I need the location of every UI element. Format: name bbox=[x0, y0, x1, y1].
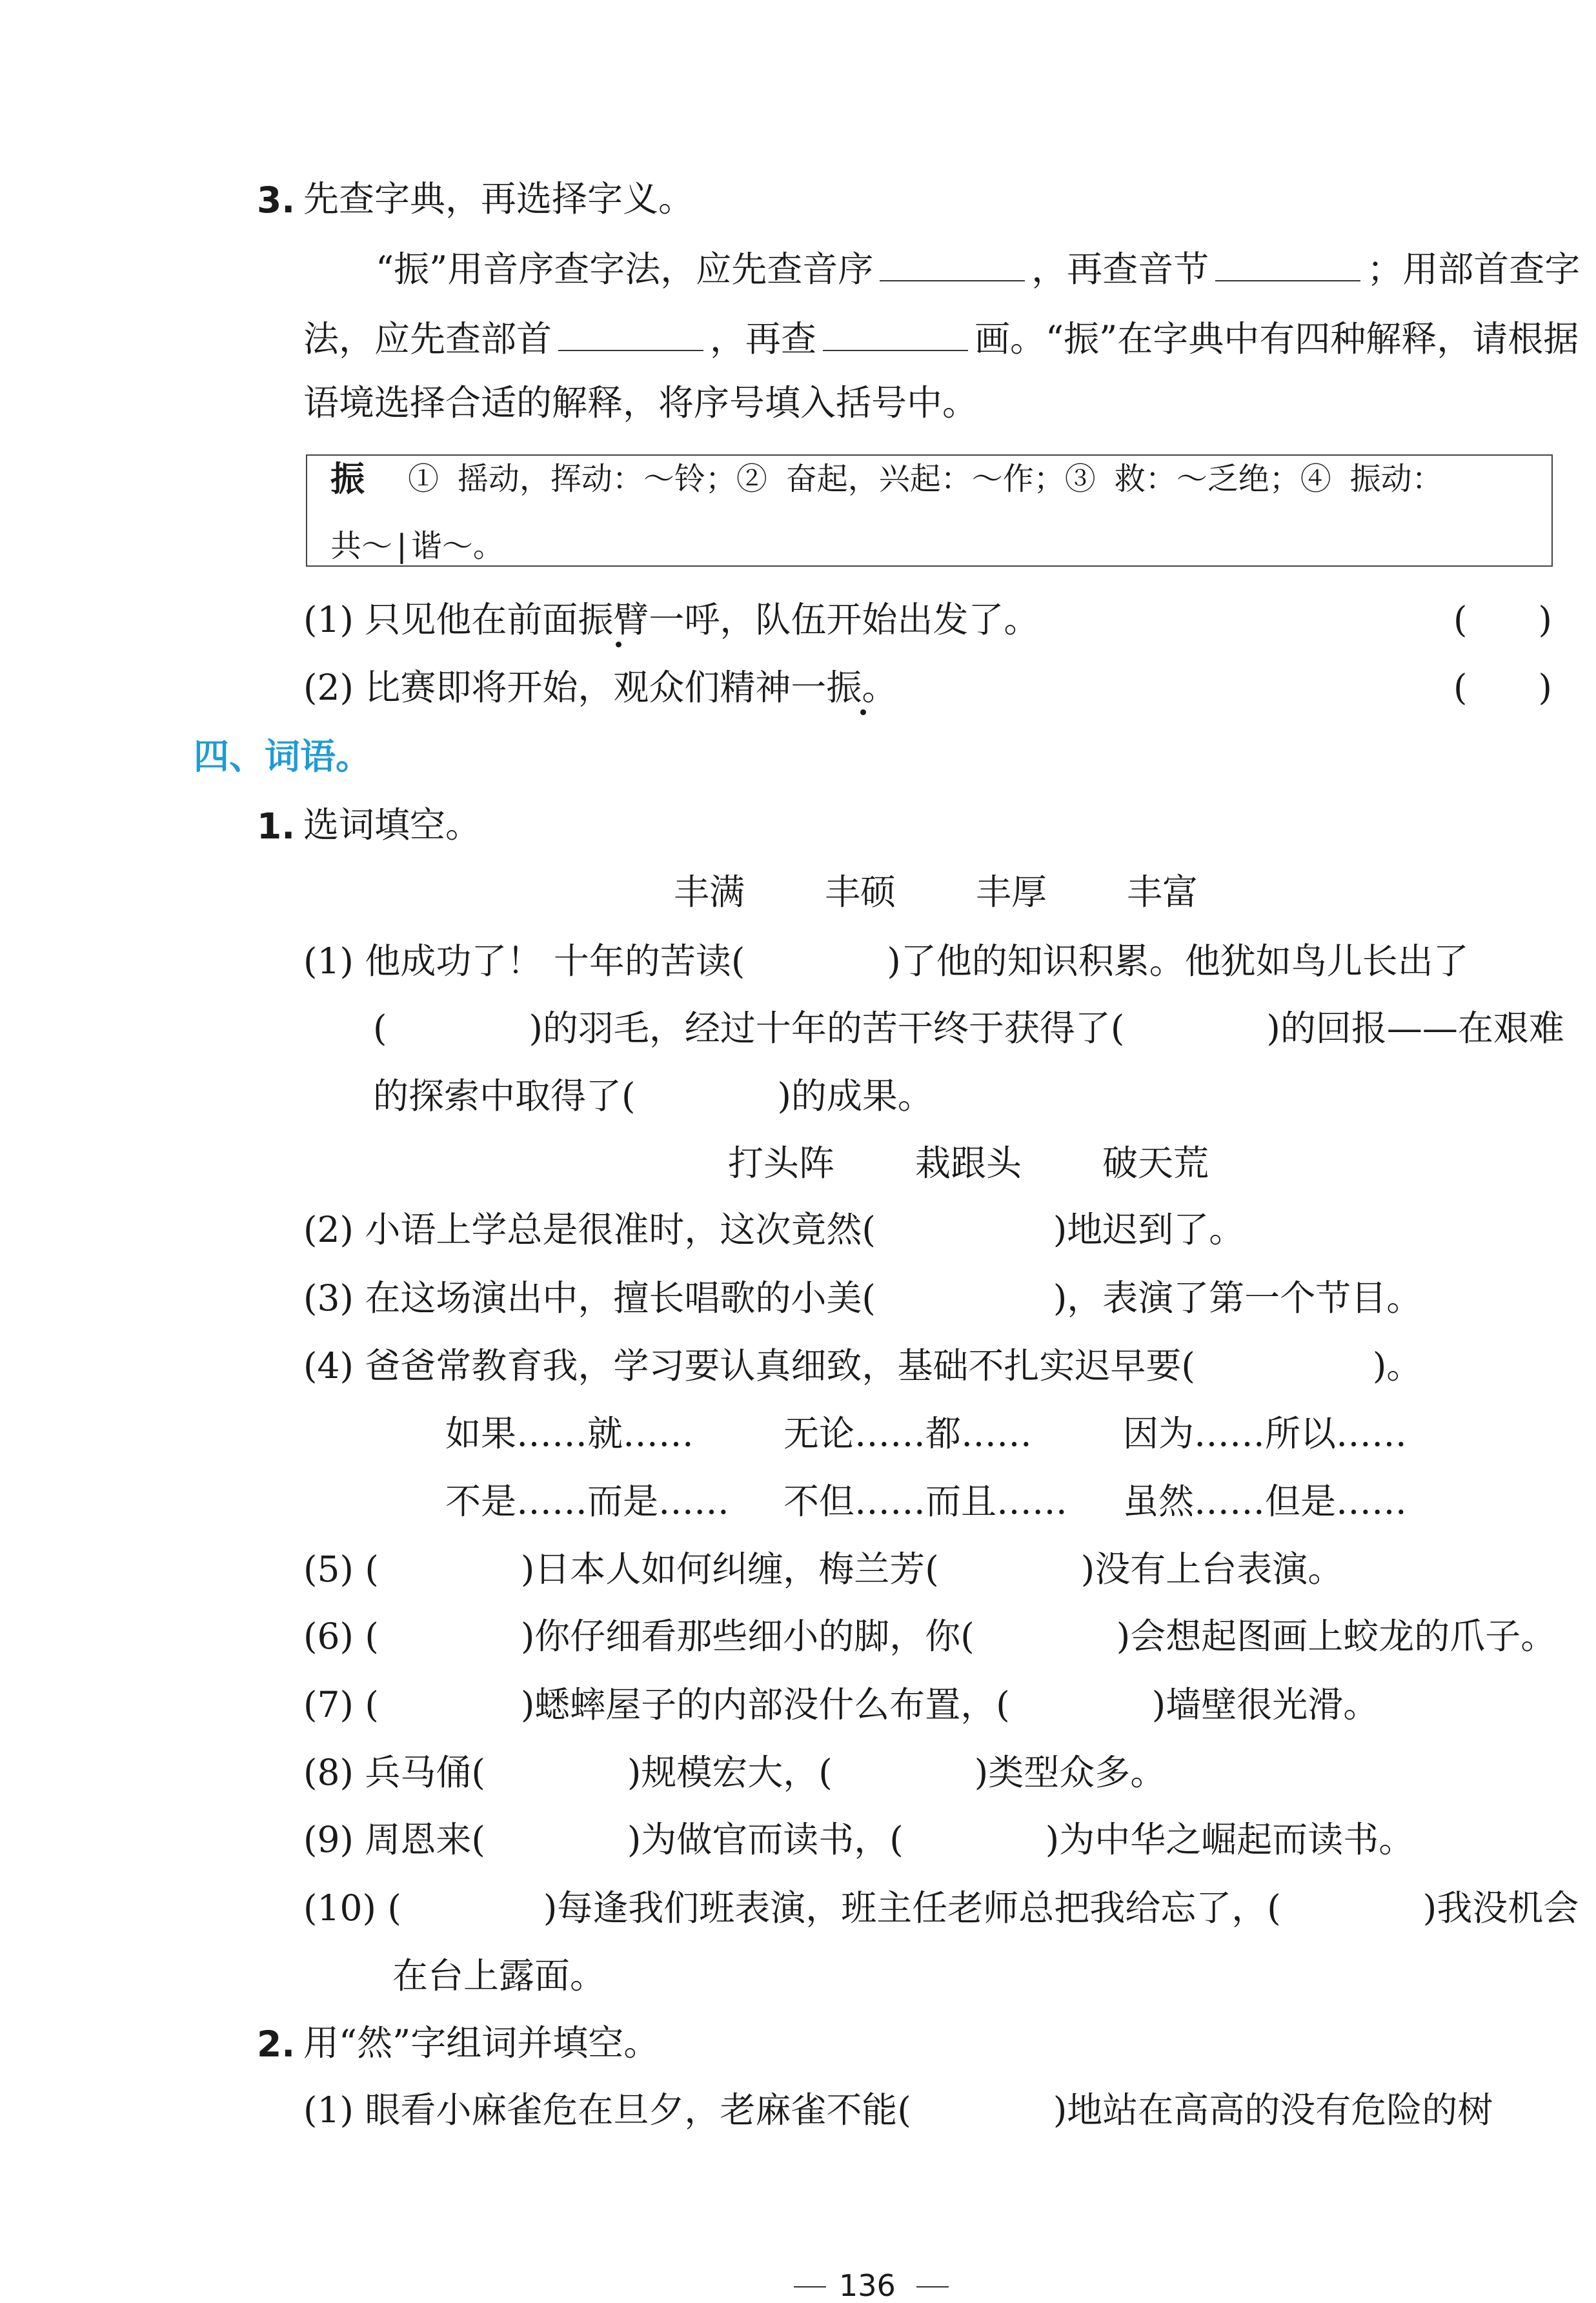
page-number: 136 bbox=[839, 2268, 896, 2303]
fill-in-sentence: (1) 他成功了！ 十年的苦读( )了他的知识积累。他犹如鸟儿长出了 bbox=[303, 940, 1469, 982]
answer-blank[interactable] bbox=[558, 318, 703, 351]
fill-in-sentence: 在台上露面。 bbox=[392, 1955, 606, 1996]
answer-parentheses[interactable]: ( ) bbox=[1453, 599, 1552, 640]
fill-in-sentence: 的探索中取得了( )的成果。 bbox=[373, 1075, 933, 1117]
word-option: 丰厚 bbox=[976, 871, 1047, 913]
question-line bbox=[303, 318, 1579, 360]
conjunction-option: 虽然……但是…… bbox=[1123, 1481, 1408, 1522]
answer-blank[interactable] bbox=[1215, 248, 1360, 281]
question-number: 1. bbox=[257, 806, 296, 847]
conjunction-option: 如果……就…… bbox=[445, 1413, 694, 1454]
text-fragment: ；用部首查字 bbox=[1367, 249, 1581, 290]
emphasis-dot bbox=[616, 642, 621, 647]
word-option: 丰硕 bbox=[825, 871, 896, 913]
fill-in-sentence: (2) 小语上学总是很准时，这次竟然( )地迟到了。 bbox=[303, 1209, 1245, 1250]
conjunction-option: 因为……所以…… bbox=[1123, 1413, 1408, 1454]
word-option: 破天荒 bbox=[1102, 1142, 1209, 1184]
dictionary-entry-line: 共～|谐～。 bbox=[330, 528, 504, 564]
sub-question: (1) 只见他在前面振臂一呼，队伍开始出发了。 bbox=[303, 599, 1040, 640]
word-option: 丰富 bbox=[1127, 871, 1198, 913]
answer-blank[interactable] bbox=[823, 318, 968, 351]
conjunction-option: 不是……而是…… bbox=[445, 1481, 730, 1522]
word-option: 栽跟头 bbox=[915, 1142, 1022, 1184]
text-fragment: ，再查 bbox=[710, 318, 817, 360]
fill-in-sentence: (9) 周恩来( )为做官而读书，( )为中华之崛起而读书。 bbox=[303, 1819, 1415, 1860]
fill-in-sentence: (6) ( )你仔细看那些细小的脚，你( )会想起图画上蛟龙的爪子。 bbox=[303, 1616, 1557, 1657]
fill-in-sentence: (1) 眼看小麻雀危在旦夕，老麻雀不能( )地站在高高的没有危险的树 bbox=[303, 2089, 1493, 2131]
question-line: 语境选择合适的解释，将序号填入括号中。 bbox=[303, 382, 978, 423]
emphasis-dot bbox=[860, 709, 866, 715]
text-fragment: 画。“振”在字典中有四种解释，请根据 bbox=[975, 318, 1579, 360]
answer-blank[interactable] bbox=[880, 248, 1025, 281]
text-fragment: ，再查音节 bbox=[1031, 249, 1209, 290]
page-number-dash bbox=[916, 2286, 949, 2288]
text-fragment: 法，应先查部首 bbox=[303, 318, 552, 360]
fill-in-sentence: ( )的羽毛，经过十年的苦干终于获得了( )的回报——在艰难 bbox=[373, 1008, 1564, 1049]
dictionary-entry-line: ① 摇动，挥动：～铃；② 奋起，兴起：～作；③ 救：～乏绝；④ 振动： bbox=[408, 461, 1443, 497]
word-option: 丰满 bbox=[674, 871, 745, 913]
fill-in-sentence: (4) 爸爸常教育我，学习要认真细致，基础不扎实迟早要( )。 bbox=[303, 1345, 1422, 1386]
fill-in-sentence: (10) ( )每逢我们班表演，班主任老师总把我给忘了，( )我没机会 bbox=[303, 1887, 1579, 1929]
conjunction-option: 不但……而且…… bbox=[783, 1481, 1068, 1522]
fill-in-sentence: (5) ( )日本人如何纠缠，梅兰芳( )没有上台表演。 bbox=[303, 1548, 1344, 1590]
dictionary-entry-char: 振 bbox=[330, 460, 365, 499]
word-option: 打头阵 bbox=[728, 1142, 835, 1184]
conjunction-option: 无论……都…… bbox=[783, 1413, 1033, 1454]
fill-in-sentence: (8) 兵马俑( )规模宏大，( )类型众多。 bbox=[303, 1752, 1166, 1793]
section-heading: 四、词语。 bbox=[194, 736, 372, 777]
question-line bbox=[376, 248, 1581, 290]
fill-in-sentence: (7) ( )蟋蟀屋子的内部没什么布置，( )墙壁很光滑。 bbox=[303, 1684, 1379, 1725]
text-fragment: “振”用音序查字法，应先查音序 bbox=[376, 249, 874, 290]
answer-parentheses[interactable]: ( ) bbox=[1453, 667, 1552, 708]
question-number: 3. bbox=[257, 179, 296, 221]
question-number: 2. bbox=[257, 2024, 296, 2065]
page-number-dash bbox=[794, 2286, 826, 2288]
question-title: 先查字典，再选择字义。 bbox=[303, 178, 694, 219]
question-title: 选词填空。 bbox=[303, 804, 481, 846]
question-title: 用“然”字组词并填空。 bbox=[303, 2022, 660, 2064]
sub-question: (2) 比赛即将开始，观众们精神一振。 bbox=[303, 667, 898, 708]
fill-in-sentence: (3) 在这场演出中，擅长唱歌的小美( )，表演了第一个节目。 bbox=[303, 1277, 1422, 1319]
